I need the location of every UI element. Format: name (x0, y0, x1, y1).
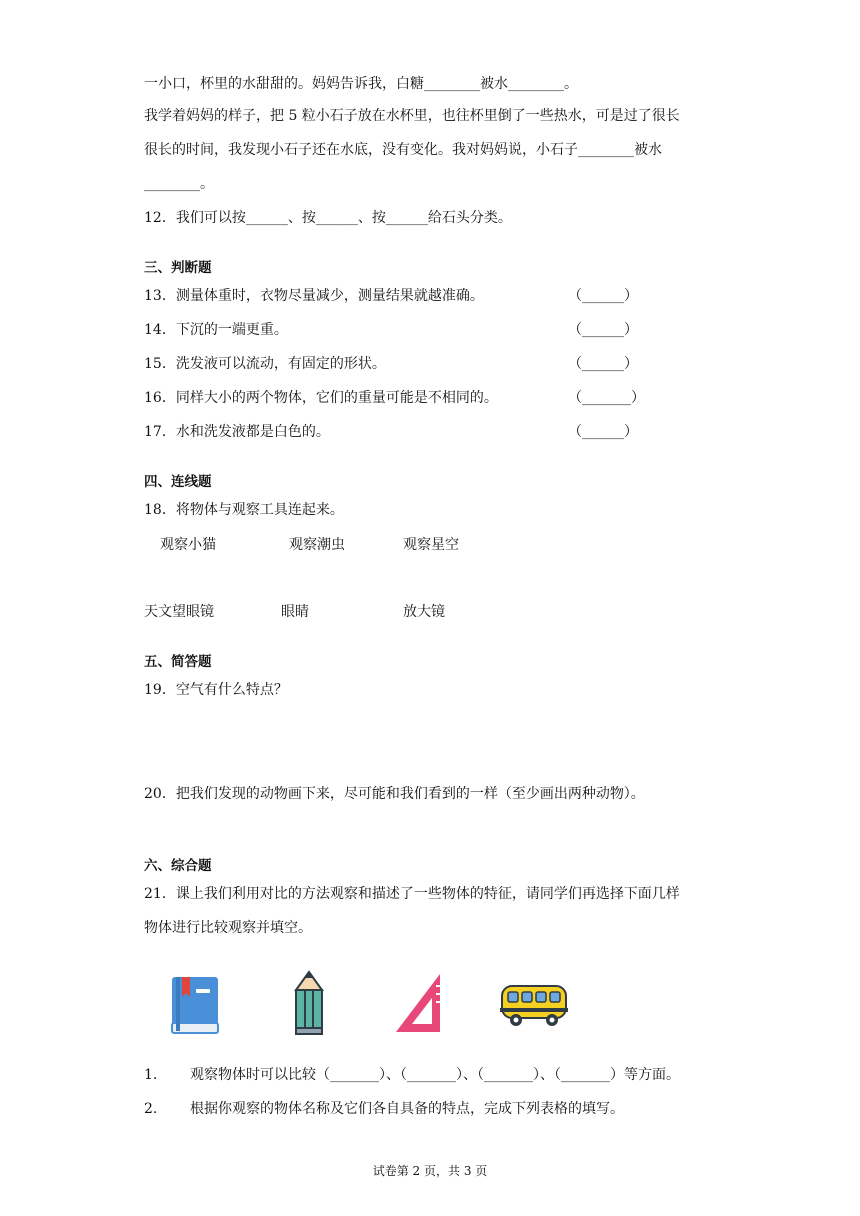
sub-question-1: 观察物体时可以比较（_______）、（_______）、（_______）、（_______）等方面。 (190, 1067, 680, 1083)
section-5-heading: 五、简答题 (144, 654, 212, 670)
answer-paren-16[interactable]: （_______） (568, 390, 645, 406)
passage-line-2: 我学着妈妈的样子，把 5 粒小石子放在水杯里，也往杯里倒了一些热水，可是过了很长 (144, 108, 680, 124)
match-bottom-item[interactable]: 天文望眼镜 (144, 604, 214, 620)
question-19: 19．空气有什么特点？ (144, 682, 288, 698)
answer-paren-15[interactable]: （______） (568, 356, 638, 372)
match-top-item[interactable]: 观察小猫 (160, 537, 216, 553)
question-21-line-1: 21．课上我们利用对比的方法观察和描述了一些物体的特征，请同学们再选择下面几样 (144, 886, 680, 902)
answer-paren-14[interactable]: （______） (568, 322, 638, 338)
match-bottom-item[interactable]: 眼睛 (281, 604, 309, 620)
pencil-icon (292, 970, 326, 1036)
passage-line-3: 很长的时间，我发现小石子还在水底，没有变化。我对妈妈说，小石子________被水 (144, 142, 662, 158)
section-6-heading: 六、综合题 (144, 858, 212, 874)
triangle-ruler-icon (394, 972, 446, 1034)
passage-line-4: ________。 (144, 176, 214, 192)
book-icon (170, 975, 220, 1035)
match-top-item[interactable]: 观察星空 (403, 537, 459, 553)
passage-line-1: 一小口，杯里的水甜甜的。妈妈告诉我，白糖________被水________。 (144, 76, 578, 92)
sub-question-number: 1. (144, 1067, 158, 1083)
match-top-item[interactable]: 观察潮虫 (289, 537, 345, 553)
question-12: 12．我们可以按______、按______、按______给石头分类。 (144, 210, 512, 226)
match-bottom-item[interactable]: 放大镜 (403, 604, 445, 620)
question-21-line-2: 物体进行比较观察并填空。 (144, 920, 312, 936)
section-3-heading: 三、判断题 (144, 260, 212, 276)
page-footer: 试卷第 2 页，共 3 页 (372, 1164, 488, 1178)
question-13: 13．测量体重时，衣物尽量减少，测量结果就越准确。 (144, 288, 484, 304)
section-4-heading: 四、连线题 (144, 474, 212, 490)
question-15: 15．洗发液可以流动，有固定的形状。 (144, 356, 386, 372)
question-17: 17．水和洗发液都是白色的。 (144, 424, 330, 440)
sub-question-2: 根据你观察的物体名称及它们各自具备的特点，完成下列表格的填写。 (190, 1101, 624, 1117)
question-20: 20．把我们发现的动物画下来，尽可能和我们看到的一样（至少画出两种动物）。 (144, 786, 645, 802)
answer-paren-13[interactable]: （______） (568, 288, 638, 304)
question-16: 16．同样大小的两个物体，它们的重量可能是不相同的。 (144, 390, 498, 406)
sub-question-number: 2. (144, 1101, 158, 1117)
bus-icon (498, 982, 570, 1030)
question-14: 14．下沉的一端更重。 (144, 322, 288, 338)
answer-paren-17[interactable]: （______） (568, 424, 638, 440)
question-18: 18．将物体与观察工具连起来。 (144, 502, 344, 518)
